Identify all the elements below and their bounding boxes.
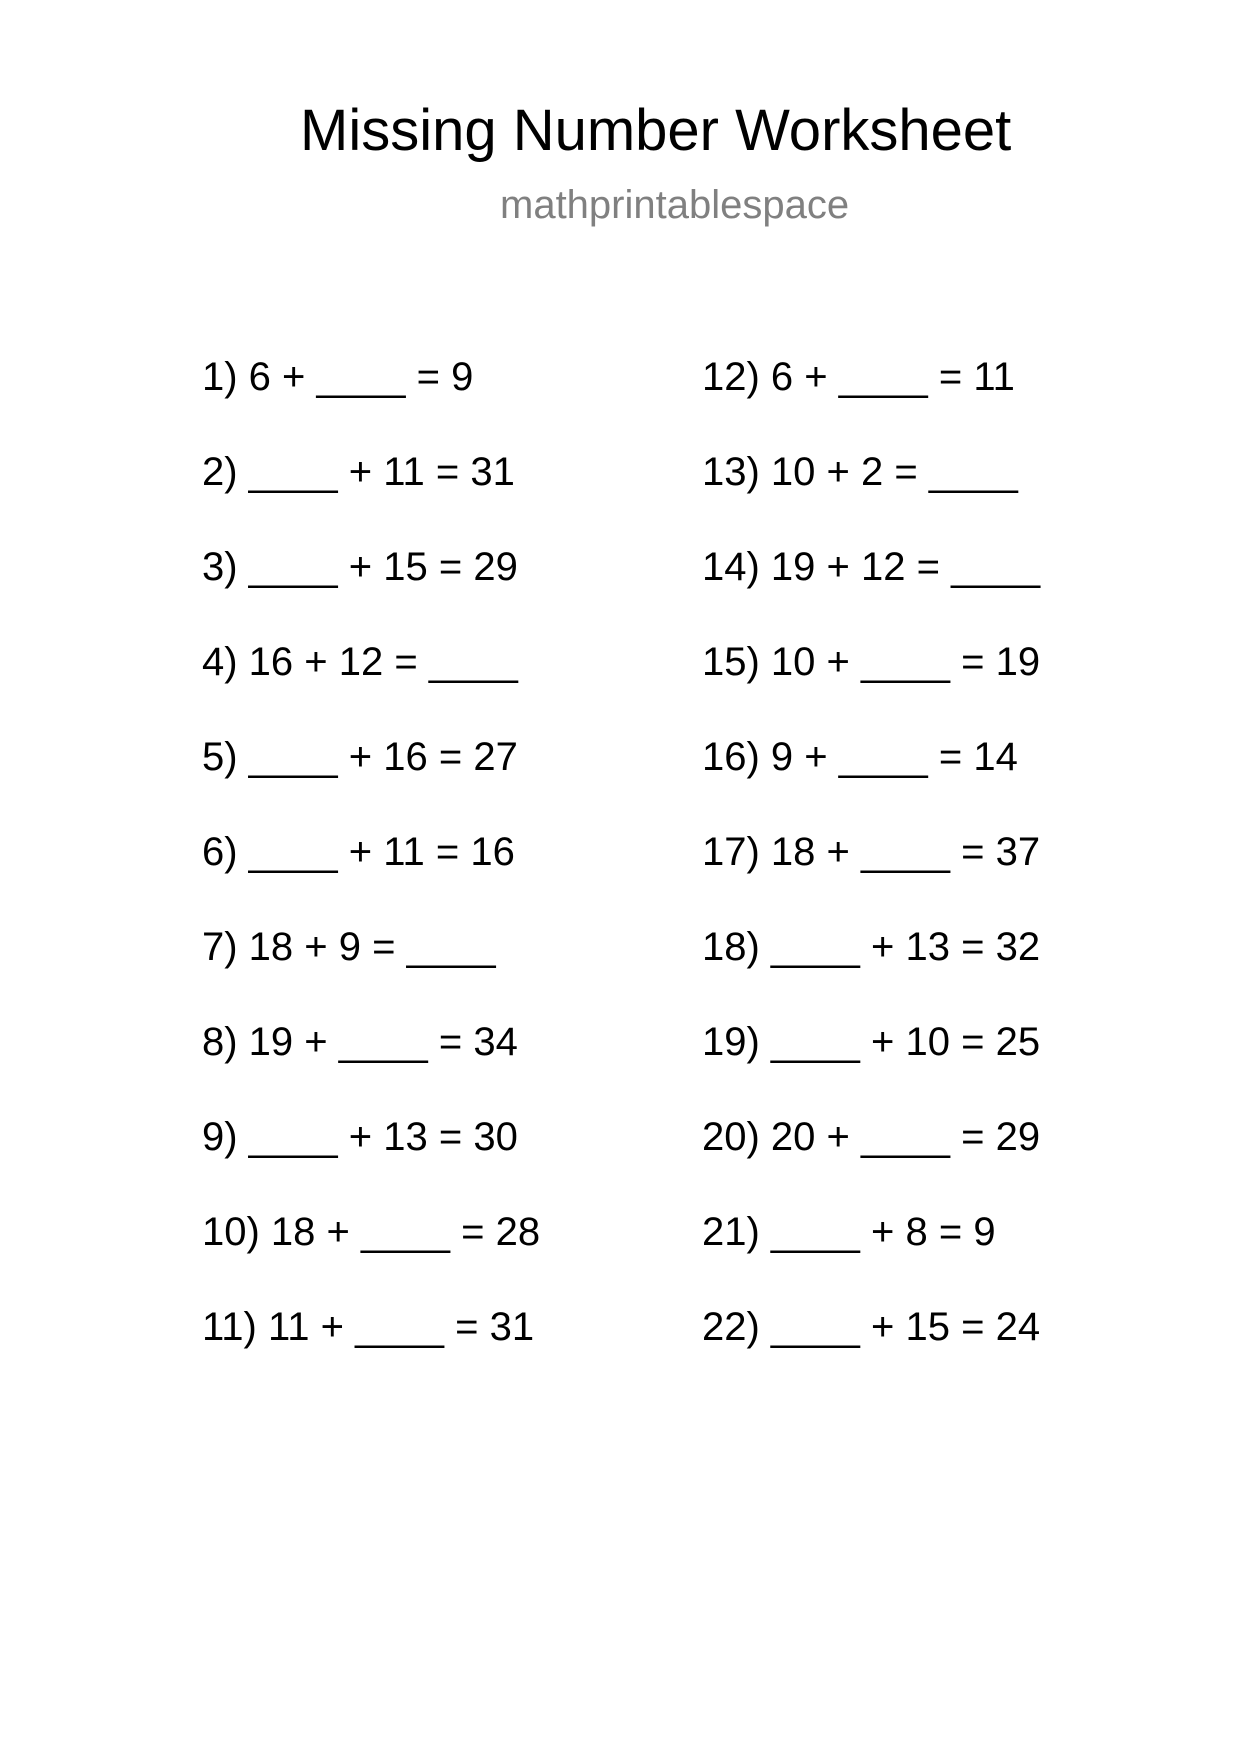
problem-2: 2) ____ + 11 = 31 [202, 450, 515, 494]
problem-8: 8) 19 + ____ = 34 [202, 1020, 518, 1064]
problem-17: 17) 18 + ____ = 37 [702, 830, 1041, 874]
problem-19: 19) ____ + 10 = 25 [702, 1020, 1041, 1064]
problem-6: 6) ____ + 11 = 16 [202, 830, 515, 874]
page-title: Missing Number Worksheet [300, 98, 1012, 163]
problem-13: 13) 10 + 2 = ____ [702, 450, 1018, 494]
problem-22: 22) ____ + 15 = 24 [702, 1305, 1041, 1349]
problem-16: 16) 9 + ____ = 14 [702, 735, 1018, 779]
problem-10: 10) 18 + ____ = 28 [202, 1210, 541, 1254]
problem-1: 1) 6 + ____ = 9 [202, 355, 474, 399]
problem-11: 11) 11 + ____ = 31 [202, 1305, 535, 1349]
problem-18: 18) ____ + 13 = 32 [702, 925, 1041, 969]
problem-4: 4) 16 + 12 = ____ [202, 640, 518, 684]
problem-15: 15) 10 + ____ = 19 [702, 640, 1041, 684]
problem-7: 7) 18 + 9 = ____ [202, 925, 496, 969]
page-subtitle: mathprintablespace [500, 183, 850, 227]
problem-14: 14) 19 + 12 = ____ [702, 545, 1041, 589]
problem-5: 5) ____ + 16 = 27 [202, 735, 518, 779]
problem-21: 21) ____ + 8 = 9 [702, 1210, 996, 1254]
problem-3: 3) ____ + 15 = 29 [202, 545, 518, 589]
problem-9: 9) ____ + 13 = 30 [202, 1115, 518, 1159]
problem-20: 20) 20 + ____ = 29 [702, 1115, 1041, 1159]
problem-12: 12) 6 + ____ = 11 [702, 355, 1015, 399]
